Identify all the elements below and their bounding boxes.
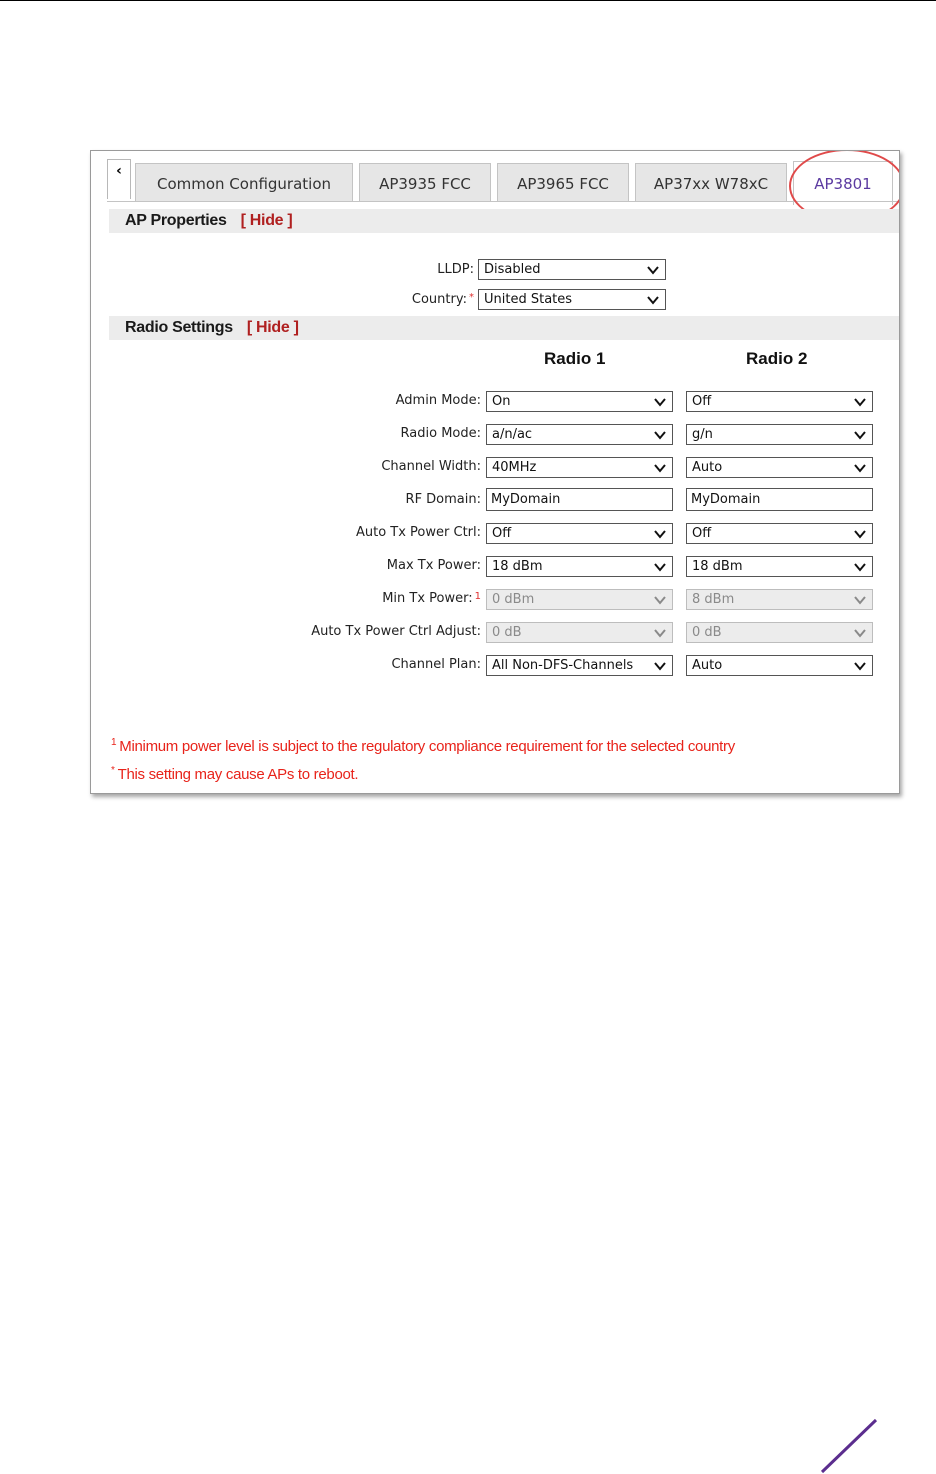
- radio-row-label: Auto Tx Power Ctrl Adjust:: [311, 624, 481, 639]
- ap-properties-header: [109, 209, 899, 233]
- radio-settings-hide-link[interactable]: [ Hide ]: [246, 319, 299, 336]
- chevron-down-icon: [853, 626, 867, 640]
- radio-row-label: Max Tx Power:: [386, 558, 481, 573]
- radio-row-label: Radio Mode:: [400, 426, 481, 441]
- chevron-down-icon: [653, 593, 667, 607]
- radio-row-label: Admin Mode:: [395, 393, 481, 408]
- lldp-select[interactable]: Disabled: [478, 259, 666, 280]
- radio-2-select[interactable]: Auto: [686, 457, 873, 478]
- chevron-down-icon: [853, 527, 867, 541]
- radio-2-select[interactable]: g/n: [686, 424, 873, 445]
- tab-ap3965-fcc[interactable]: AP3965 FCC: [497, 163, 629, 201]
- lldp-label: LLDP:: [437, 262, 474, 277]
- configuration-screenshot: [90, 150, 900, 794]
- radio-2-heading: Radio 2: [746, 349, 808, 368]
- chevron-down-icon: [653, 461, 667, 475]
- country-select[interactable]: United States: [478, 289, 666, 310]
- radio-2-select[interactable]: Off: [686, 391, 873, 412]
- tab-ap37xx-w78xc[interactable]: AP37xx W78xC: [635, 163, 787, 201]
- chevron-down-icon: [646, 263, 660, 277]
- chevron-down-icon: [853, 659, 867, 673]
- radio-1-select[interactable]: 18 dBm: [486, 556, 673, 577]
- footnote-reboot: * This setting may cause APs to reboot.: [111, 765, 359, 783]
- chevron-down-icon: [653, 659, 667, 673]
- tab-scroll-left-button[interactable]: [107, 159, 131, 199]
- chevron-down-icon: [853, 428, 867, 442]
- chevron-down-icon: [653, 527, 667, 541]
- radio-row-label: Channel Width:: [381, 459, 481, 474]
- country-label: Country: *: [411, 292, 474, 307]
- radio-settings-header: [109, 316, 899, 340]
- radio-2-select: 0 dB: [686, 622, 873, 643]
- chevron-down-icon: [653, 428, 667, 442]
- radio-1-select: 0 dB: [486, 622, 673, 643]
- radio-1-select[interactable]: All Non-DFS-Channels: [486, 655, 673, 676]
- chevron-down-icon: [853, 461, 867, 475]
- radio-1-select[interactable]: On: [486, 391, 673, 412]
- radio-2-select[interactable]: 18 dBm: [686, 556, 873, 577]
- chevron-down-icon: [653, 395, 667, 409]
- radio-row-label: Channel Plan:: [391, 657, 481, 672]
- tab-divider: [107, 201, 899, 202]
- radio-settings-title: Radio Settings: [125, 319, 233, 336]
- chevron-down-icon: [646, 293, 660, 307]
- ap-properties-title: AP Properties: [125, 212, 227, 229]
- radio-2-select[interactable]: Auto: [686, 655, 873, 676]
- rf-domain-input-2[interactable]: MyDomain: [686, 488, 873, 511]
- chevron-down-icon: [853, 395, 867, 409]
- radio-1-select: 0 dBm: [486, 589, 673, 610]
- chevron-down-icon: [653, 626, 667, 640]
- footnote-min-power: $^1$ Minimum power level is subject to the regulatory compliance requirement for the selected country: [111, 737, 735, 755]
- rf-domain-input-1[interactable]: MyDomain: [486, 488, 673, 511]
- radio-row-label: Min Tx Power: $^1$: [382, 591, 481, 606]
- radio-1-select[interactable]: Off: [486, 523, 673, 544]
- radio-2-select[interactable]: Off: [686, 523, 873, 544]
- chevron-down-icon: [853, 560, 867, 574]
- ap-properties-hide-link[interactable]: [ Hide ]: [240, 212, 293, 229]
- radio-1-select[interactable]: a/n/ac: [486, 424, 673, 445]
- slash-logo: [818, 1418, 880, 1474]
- tab-common-configuration[interactable]: Common Configuration: [135, 163, 353, 201]
- radio-row-label: Auto Tx Power Ctrl:: [355, 525, 481, 540]
- radio-2-select: 8 dBm: [686, 589, 873, 610]
- chevron-left-icon: ‹: [116, 163, 122, 179]
- tab-bar: [91, 151, 899, 209]
- radio-1-heading: Radio 1: [544, 349, 606, 368]
- footnote-mark: 1: [474, 591, 481, 602]
- radio-1-select[interactable]: 40MHz: [486, 457, 673, 478]
- chevron-down-icon: [853, 593, 867, 607]
- reboot-mark: *: [469, 292, 474, 303]
- chevron-down-icon: [653, 560, 667, 574]
- page-top-rule: [0, 0, 936, 1]
- tab-ap3801[interactable]: AP3801: [793, 161, 893, 205]
- tab-ap3935-fcc[interactable]: AP3935 FCC: [359, 163, 491, 201]
- radio-row-label: RF Domain:: [405, 492, 481, 507]
